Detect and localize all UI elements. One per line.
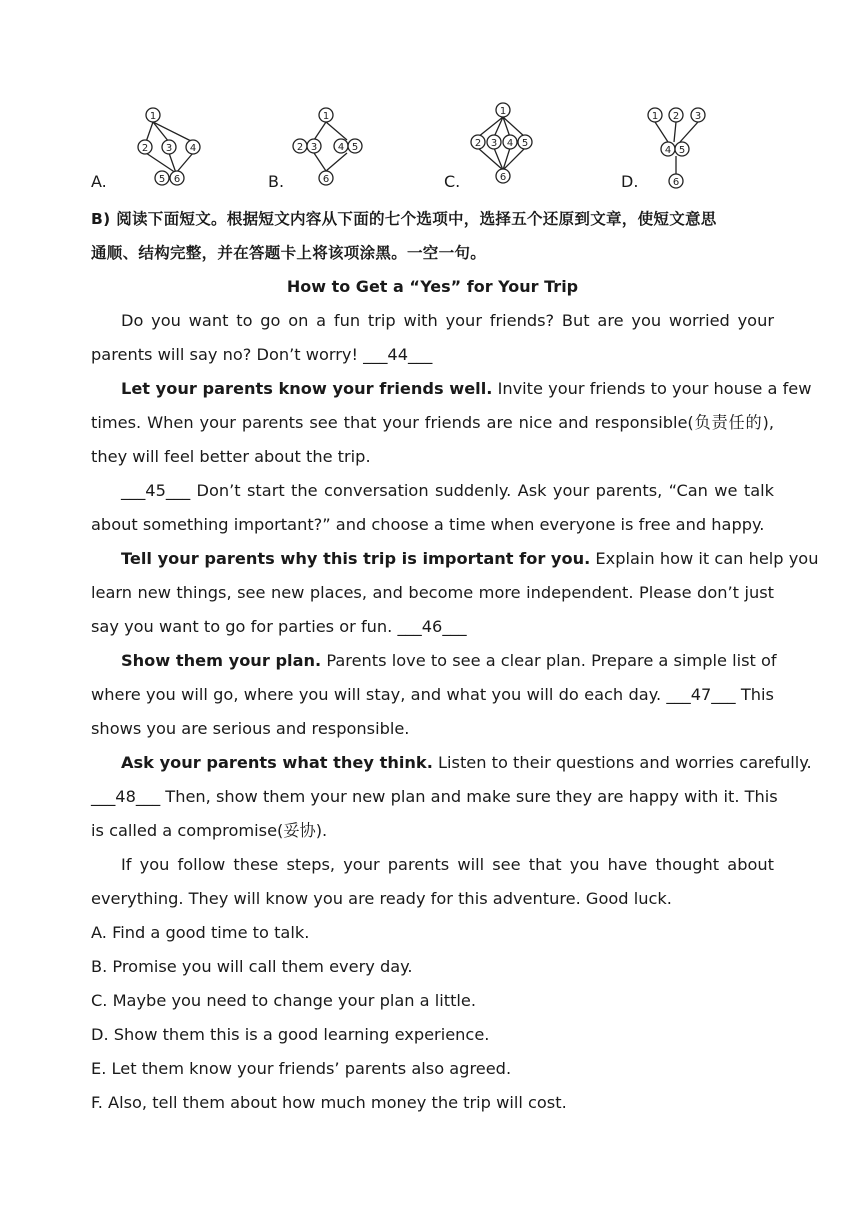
paragraph-5: Show them your plan. Parents love to see a clear plan. Prepare a simple list of [121, 651, 777, 670]
paragraph-1: Do you want to go on a fun trip with your friends? But are you worried your [121, 311, 774, 330]
tree-diagram-a [111, 100, 201, 190]
diagram-option-d [621, 100, 731, 192]
text-body [91, 202, 819, 1120]
svg-text:6: 6 [173, 174, 181, 185]
section-heading-cont: 通顺、结构完整，并在答题卡上将该项涂黑。一空一句。 [91, 244, 487, 262]
option-letter: C. [444, 172, 461, 191]
tip-heading: Ask your parents what they think. [121, 753, 433, 772]
tree-diagram-c [466, 100, 566, 190]
option-letter: A. [91, 172, 107, 191]
svg-text:3: 3 [310, 142, 318, 153]
paragraph-5-cont: where you will go, where you will stay, and what you will do each day. ___47___ This [91, 685, 774, 704]
svg-text:5: 5 [521, 138, 529, 149]
choice-option: A. Find a good time to talk. [91, 923, 310, 942]
section-heading: B) 阅读下面短文。根据短文内容从下面的七个选项中，选择五个还原到文章，使短文意思 [91, 210, 717, 228]
svg-text:3: 3 [694, 111, 702, 122]
svg-text:1: 1 [651, 111, 659, 122]
paragraph-2: Let your parents know your friends well. Invite your friends to your house a few [121, 379, 812, 398]
diagram-option-c [444, 100, 564, 192]
article-title: How to Get a “Yes” for Your Trip [286, 277, 579, 296]
tree-diagram-b [290, 100, 380, 190]
svg-text:2: 2 [141, 143, 149, 154]
choice-option: B. Promise you will call them every day. [91, 957, 413, 976]
paragraph-7: If you follow these steps, your parents will see that you have thought about [121, 855, 774, 874]
diagram-option-b [268, 100, 378, 192]
choice-option: E. Let them know your friends’ parents also agreed. [91, 1059, 512, 1078]
svg-text:1: 1 [499, 106, 507, 117]
paragraph-4: Tell your parents why this trip is important for you. Explain how it can help you [121, 549, 819, 568]
diagram-option-a [91, 100, 201, 192]
svg-text:5: 5 [158, 174, 166, 185]
svg-text:5: 5 [351, 142, 359, 153]
svg-text:4: 4 [506, 138, 514, 149]
paragraph-3-cont: about something important?” and choose a time when everyone is free and happy. [91, 515, 765, 534]
choice-option: F. Also, tell them about how much money the trip will cost. [91, 1093, 567, 1112]
choice-option: D. Show them this is a good learning experience. [91, 1025, 490, 1044]
svg-text:3: 3 [165, 143, 173, 154]
svg-text:4: 4 [189, 143, 197, 154]
option-letter: B. [268, 172, 285, 191]
svg-text:2: 2 [296, 142, 304, 153]
svg-text:6: 6 [499, 172, 507, 183]
svg-text:3: 3 [490, 138, 498, 149]
svg-text:4: 4 [664, 145, 672, 156]
tip-heading: Tell your parents why this trip is important for you. [121, 549, 591, 568]
paragraph-6-cont: is called a compromise(妥协). [91, 821, 328, 840]
svg-text:4: 4 [337, 142, 345, 153]
paragraph-3: ___45___ Don’t start the conversation suddenly. Ask your parents, “Can we talk [121, 481, 774, 500]
paragraph-2-cont: they will feel better about the trip. [91, 447, 371, 466]
paragraph-5-cont: shows you are serious and responsible. [91, 719, 410, 738]
paragraph-7-cont: everything. They will know you are ready for this adventure. Good luck. [91, 889, 672, 908]
svg-text:5: 5 [678, 145, 686, 156]
svg-text:2: 2 [672, 111, 680, 122]
tip-heading: Show them your plan. [121, 651, 322, 670]
paragraph-4-cont: learn new things, see new places, and become more independent. Please don’t just [91, 583, 774, 602]
node-label: 1 [149, 111, 157, 122]
svg-text:6: 6 [672, 177, 680, 188]
paragraph-1-cont: parents will say no? Don’t worry! ___44___ [91, 345, 433, 364]
tip-heading: Let your parents know your friends well. [121, 379, 493, 398]
paragraph-6: Ask your parents what they think. Listen to their questions and worries carefully. [121, 753, 812, 772]
paragraph-2-cont: times. When your parents see that your friends are nice and responsible(负责任的), [91, 413, 774, 432]
option-letter: D. [621, 172, 639, 191]
svg-text:2: 2 [474, 138, 482, 149]
svg-text:6: 6 [322, 174, 330, 185]
tree-diagram-d [646, 100, 736, 190]
paragraph-4-cont: say you want to go for parties or fun. ___46___ [91, 617, 467, 636]
choice-option: C. Maybe you need to change your plan a little. [91, 991, 477, 1010]
svg-text:1: 1 [322, 111, 330, 122]
paragraph-6-cont: ___48___ Then, show them your new plan and make sure they are happy with it. This [91, 787, 778, 806]
